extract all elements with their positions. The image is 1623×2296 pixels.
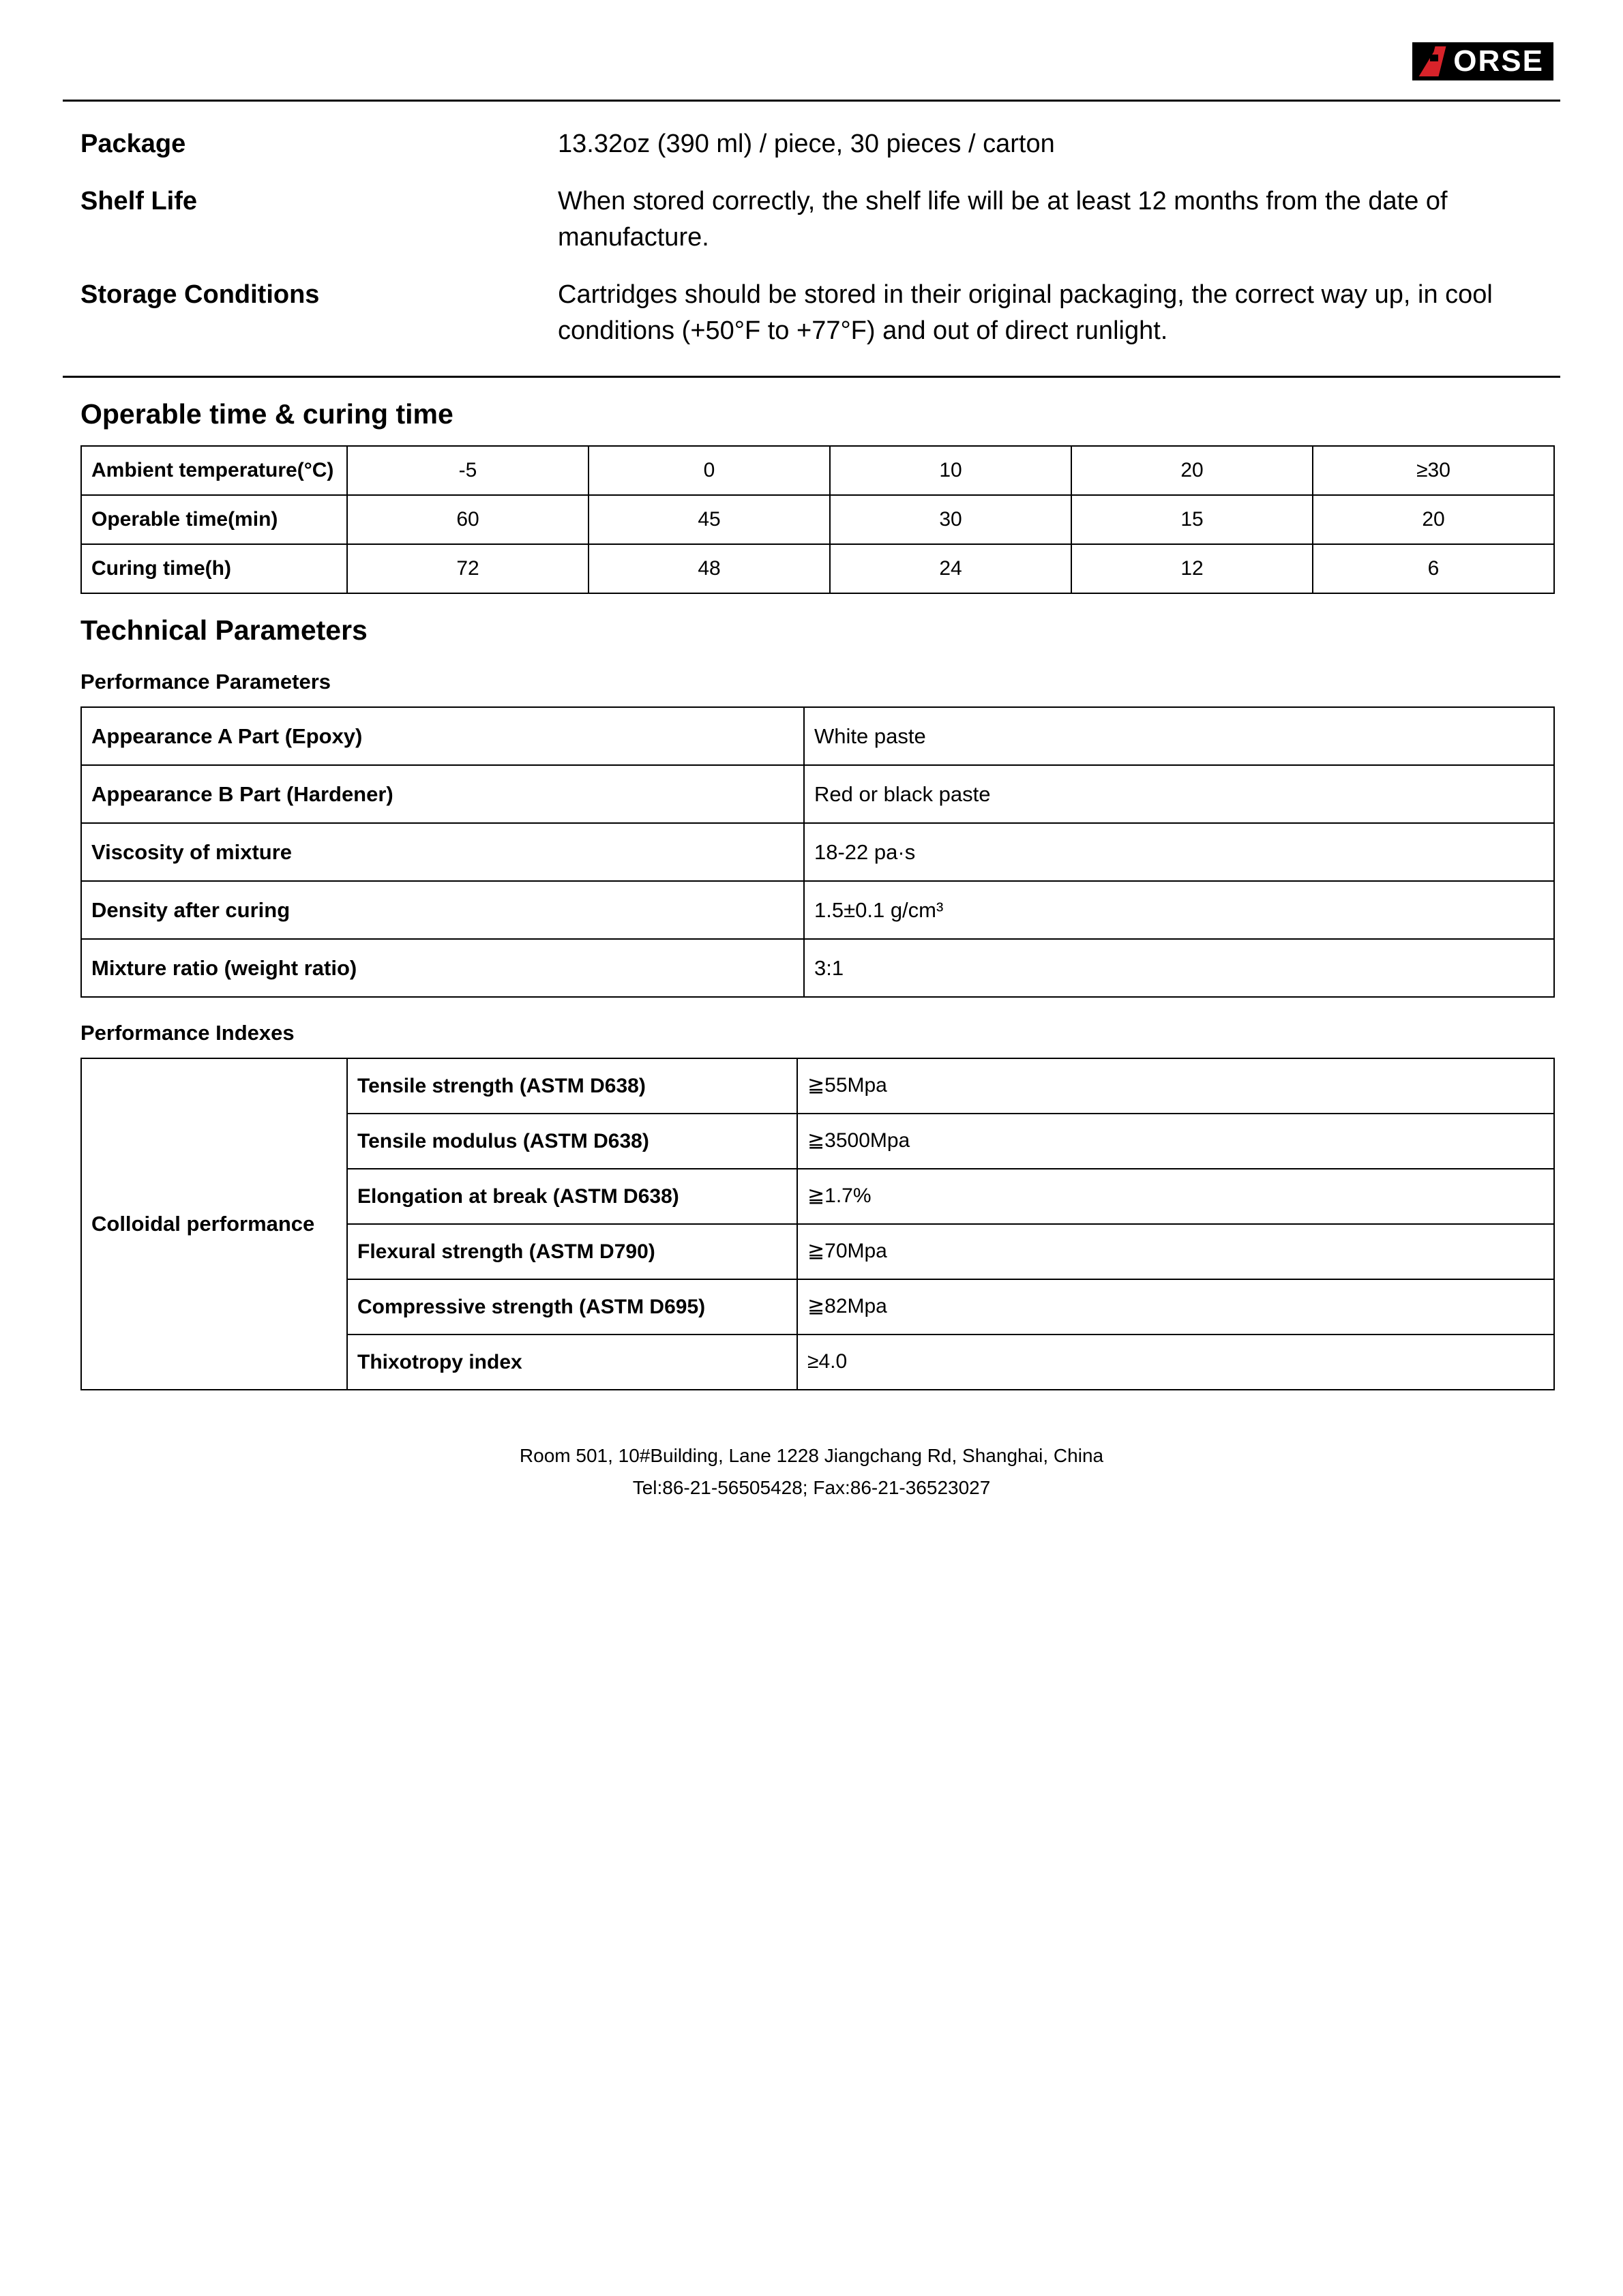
- row-label-operable-time: Operable time(min): [81, 495, 347, 544]
- cell-temp-3: 20: [1071, 446, 1313, 495]
- info-value-package: 13.32oz (390 ml) / piece, 30 pieces / carton: [558, 130, 1055, 158]
- param-label-density: Density after curing: [81, 881, 804, 939]
- cell-curing-3: 12: [1071, 544, 1313, 593]
- table-row: [81, 544, 1554, 593]
- index-value-tensile-modulus: ≧3500Mpa: [797, 1114, 1554, 1169]
- footer-contact: Tel:86-21-56505428; Fax:86-21-36523027: [632, 1476, 991, 1498]
- index-value-compressive-strength: ≧82Mpa: [797, 1279, 1554, 1335]
- index-name-elongation-at-break: Elongation at break (ASTM D638): [347, 1169, 797, 1224]
- param-value-viscosity: 18-22 pa·s: [804, 823, 1554, 881]
- table-row: [81, 495, 1554, 544]
- cell-curing-2: 24: [830, 544, 1071, 593]
- param-label-viscosity: Viscosity of mixture: [81, 823, 804, 881]
- cell-operable-1: 45: [589, 495, 830, 544]
- cell-curing-4: 6: [1313, 544, 1554, 593]
- subsection-heading-performance-indexes: Performance Indexes: [80, 1020, 295, 1045]
- page-footer: [63, 1441, 1560, 1504]
- header-divider: [63, 100, 1560, 102]
- section-heading-technical-parameters: Technical Parameters: [80, 614, 368, 646]
- param-value-density: 1.5±0.1 g/cm³: [804, 881, 1554, 939]
- info-value-storage-conditions: Cartridges should be stored in their original packaging, the correct way up, in cool conditions (+50°F to +77°F) and out of direct runlight.: [558, 280, 1493, 345]
- info-label-shelf-life: Shelf Life: [80, 187, 198, 216]
- cell-temp-4: ≥30: [1313, 446, 1554, 495]
- index-name-tensile-strength: Tensile strength (ASTM D638): [347, 1058, 797, 1114]
- brand-logo: [1412, 38, 1553, 85]
- horse-logo-mark: [1419, 46, 1450, 76]
- index-value-thixotropy-index: ≥4.0: [797, 1335, 1554, 1390]
- param-label-mixture-ratio: Mixture ratio (weight ratio): [81, 939, 804, 997]
- param-value-appearance-a: White paste: [804, 707, 1554, 765]
- index-name-compressive-strength: Compressive strength (ASTM D695): [347, 1279, 797, 1335]
- info-label-package: Package: [80, 130, 186, 158]
- info-value-shelf-life: When stored correctly, the shelf life will be at least 12 months from the date of manufacture.: [558, 187, 1448, 252]
- param-value-mixture-ratio: 3:1: [804, 939, 1554, 997]
- param-label-appearance-b: Appearance B Part (Hardener): [81, 765, 804, 823]
- page-header: [63, 31, 1560, 93]
- group-label-colloidal-performance: Colloidal performance: [81, 1058, 347, 1390]
- cell-temp-0: -5: [347, 446, 589, 495]
- product-info-table: [63, 119, 1560, 363]
- performance-parameters-table: [80, 706, 1555, 998]
- index-value-flexural-strength: ≧70Mpa: [797, 1224, 1554, 1279]
- table-row: [81, 1058, 1554, 1114]
- param-label-appearance-a: Appearance A Part (Epoxy): [81, 707, 804, 765]
- table-row: [81, 765, 1554, 823]
- footer-address: Room 501, 10#Building, Lane 1228 Jiangchang Rd, Shanghai, China: [519, 1444, 1104, 1466]
- performance-indexes-table: [80, 1058, 1555, 1390]
- table-row: [81, 446, 1554, 495]
- table-row: [63, 270, 1560, 363]
- info-label-storage-conditions: Storage Conditions: [80, 280, 320, 310]
- cell-curing-1: 48: [589, 544, 830, 593]
- table-row: [81, 939, 1554, 997]
- table-row: [63, 119, 1560, 177]
- logo-wordmark: ORSE: [1453, 44, 1544, 78]
- index-name-thixotropy-index: Thixotropy index: [347, 1335, 797, 1390]
- row-label-curing-time: Curing time(h): [81, 544, 347, 593]
- table-row: [81, 881, 1554, 939]
- logo-badge: [1412, 42, 1553, 80]
- cell-operable-4: 20: [1313, 495, 1554, 544]
- index-value-elongation-at-break: ≧1.7%: [797, 1169, 1554, 1224]
- param-value-appearance-b: Red or black paste: [804, 765, 1554, 823]
- table-row: [81, 707, 1554, 765]
- cell-temp-2: 10: [830, 446, 1071, 495]
- table-row: [63, 177, 1560, 270]
- info-divider: [63, 376, 1560, 378]
- subsection-heading-performance-parameters: Performance Parameters: [80, 669, 331, 694]
- table-row: [81, 823, 1554, 881]
- index-value-tensile-strength: ≧55Mpa: [797, 1058, 1554, 1114]
- cell-operable-0: 60: [347, 495, 589, 544]
- cell-temp-1: 0: [589, 446, 830, 495]
- cell-operable-2: 30: [830, 495, 1071, 544]
- operable-time-table: [80, 445, 1555, 593]
- cell-curing-0: 72: [347, 544, 589, 593]
- cell-operable-3: 15: [1071, 495, 1313, 544]
- index-name-tensile-modulus: Tensile modulus (ASTM D638): [347, 1114, 797, 1169]
- index-name-flexural-strength: Flexural strength (ASTM D790): [347, 1224, 797, 1279]
- section-heading-operable-time: Operable time & curing time: [80, 398, 453, 430]
- row-label-ambient-temperature: Ambient temperature(°C): [81, 446, 347, 495]
